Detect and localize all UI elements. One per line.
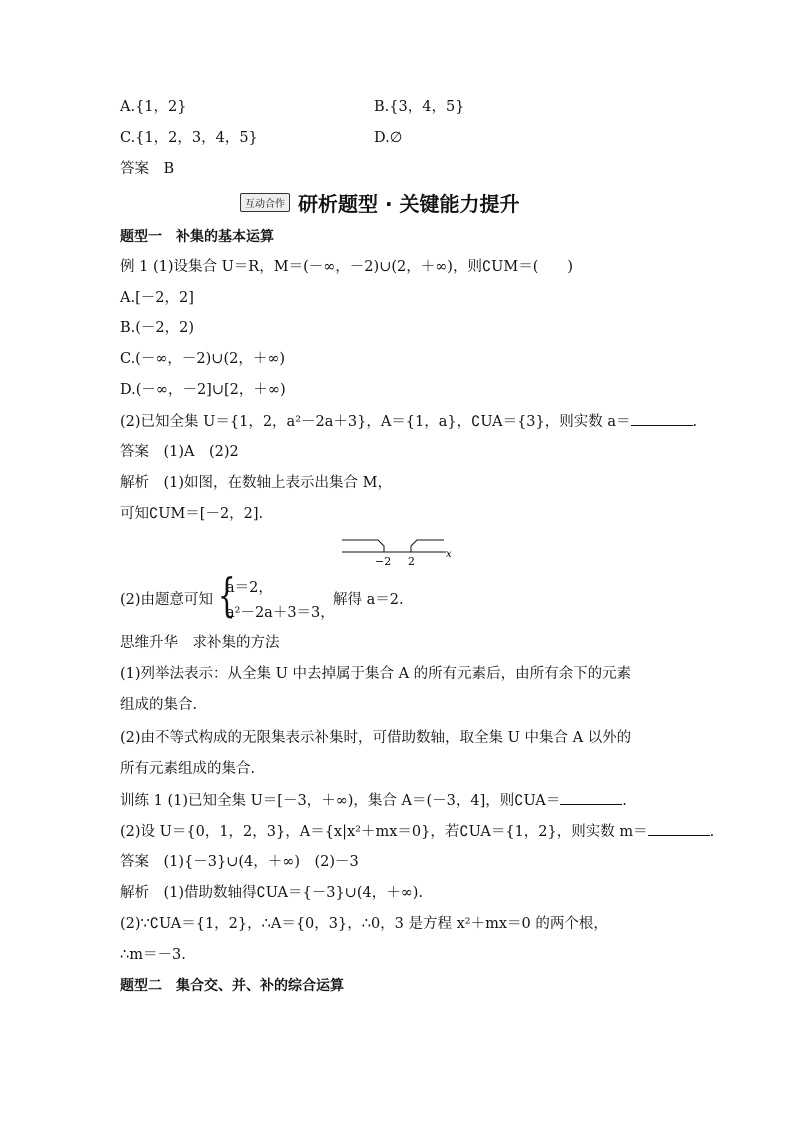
option-c-top: C.{1，2，3，4，5} [120, 130, 258, 146]
set-m-left-arc [342, 540, 384, 552]
train1-q2-end: . [709, 824, 715, 840]
ex1-question1: 例 1 (1)设集合 U＝R，M＝(－∞，－2)∪(2，＋∞)，则∁UM＝( ) [120, 259, 574, 275]
method-p1a: (1)列举法表示：从全集 U 中去掉属于集合 A 的所有元素后，由所有余下的元素 [120, 666, 632, 682]
ex1-analysis2-pre: (2)由题意可知 [120, 592, 214, 608]
train1-question1 [120, 790, 627, 811]
system-eq1: a＝2， [226, 580, 273, 596]
method-heading: 思维升华 求补集的方法 [120, 635, 280, 651]
number-line-figure [340, 534, 455, 568]
method-p2b: 所有元素组成的集合. [120, 761, 256, 777]
train1-question2 [120, 821, 714, 842]
ex1-analysis1: 解析 (1)如图，在数轴上表示出集合 M， [120, 475, 392, 491]
ex1-analysis2-post: 解得 a＝2. [333, 592, 404, 608]
train1-q2-text: (2)设 U＝{0，1，2，3}，A＝{x|x²＋mx＝0}，若∁UA＝{1，2}，则实数 m＝ [120, 824, 648, 840]
type1-heading: 题型一 补集的基本运算 [120, 229, 274, 245]
train1-q2-blank [648, 821, 710, 836]
train1-q1-end: . [622, 793, 627, 809]
train1-analysis2: (2)∵∁UA＝{1，2}，∴A＝{0，3}，∴0，3 是方程 x²＋mx＝0 的两个根， [120, 916, 608, 932]
banner-badge: 互动合作 [240, 193, 290, 212]
option-d-top: D.∅ [374, 130, 403, 146]
method-p2a: (2)由不等式构成的无限集表示补集时，可借助数轴，取全集 U 中集合 A 以外的 [120, 730, 632, 746]
train1-analysis1: 解析 (1)借助数轴得∁UA＝{－3}∪(4，＋∞). [120, 885, 424, 901]
train1-q1-text: 训练 1 (1)已知全集 U＝[－3，＋∞)，集合 A＝(－3，4]，则∁UA＝ [120, 793, 561, 809]
ex1-analysis1b: 可知∁UM＝[－2，2]. [120, 506, 264, 522]
answer-top: 答案 B [120, 161, 175, 177]
banner-title: 研析题型 · 关键能力提升 [298, 192, 520, 216]
ex1-option-b: B.(－2，2) [120, 320, 195, 336]
ex1-option-a: A.[－2，2] [120, 290, 194, 306]
train1-q1-blank [560, 790, 622, 805]
option-b-top: B.{3，4，5} [374, 99, 465, 115]
ex1-q2-blank [631, 411, 693, 426]
tick-label-neg2: −2 [375, 555, 392, 568]
set-m-right-arc [411, 540, 444, 552]
ex1-q2-text: (2)已知全集 U＝{1，2，a²－2a＋3}，A＝{1，a}，∁UA＝{3}，则实数 a＝ [120, 414, 631, 430]
ex1-question2 [120, 411, 697, 432]
axis-label-x: x [446, 549, 452, 560]
ex1-q2-end: . [692, 414, 698, 430]
section-banner [240, 188, 520, 217]
type2-heading: 题型二 集合交、并、补的综合运算 [120, 978, 344, 994]
system-eq2: a²－2a＋3＝3， [226, 605, 335, 621]
train1-answer: 答案 (1){－3}∪(4，＋∞) (2)－3 [120, 854, 359, 870]
train1-analysis2b: ∴m＝－3. [120, 947, 186, 963]
method-p1b: 组成的集合. [120, 697, 198, 713]
system-brace: { [218, 568, 236, 622]
ex1-option-c: C.(－∞，－2)∪(2，＋∞) [120, 351, 286, 367]
ex1-answer: 答案 (1)A (2)2 [120, 444, 239, 460]
tick-label-2: 2 [408, 555, 415, 568]
option-a-top: A.{1，2} [120, 99, 187, 115]
ex1-option-d: D.(－∞，－2]∪[2，＋∞) [120, 382, 286, 398]
